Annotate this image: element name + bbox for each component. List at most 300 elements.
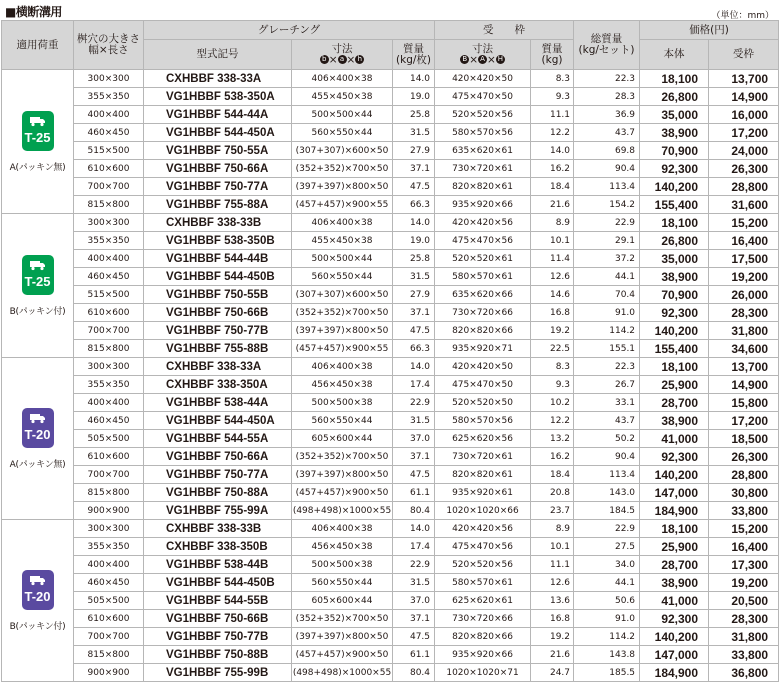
- total-mass-cell: 36.9: [574, 106, 640, 124]
- frame-mass-cell: 12.6: [531, 268, 574, 286]
- model-cell: VG1HBBF 538-44A: [144, 394, 292, 412]
- grating-mass-cell: 37.1: [393, 610, 435, 628]
- frame-mass-cell: 16.8: [531, 304, 574, 322]
- grating-dims-cell: (498+498)×1000×55: [292, 502, 393, 520]
- load-class-code: T-20: [24, 426, 51, 442]
- frame-dims-cell: 520×520×56: [435, 106, 531, 124]
- grating-dims-cell: 605×600×44: [292, 430, 393, 448]
- frame-mass-cell: 22.5: [531, 340, 574, 358]
- frame-mass-cell: 8.3: [531, 70, 574, 88]
- model-cell: CXHBBF 338-350B: [144, 538, 292, 556]
- price-frame-cell: 13,700: [709, 358, 779, 376]
- frame-dims-cell: 820×820×61: [435, 466, 531, 484]
- opening-cell: 610×600: [74, 448, 144, 466]
- price-frame-cell: 28,800: [709, 178, 779, 196]
- grating-dims-cell: 560×550×44: [292, 124, 393, 142]
- table-row: [2, 664, 779, 682]
- table-row: [2, 520, 779, 538]
- opening-cell: 400×400: [74, 250, 144, 268]
- price-body-cell: 18,100: [640, 70, 709, 88]
- grating-mass-cell: 25.8: [393, 250, 435, 268]
- price-body-cell: 92,300: [640, 304, 709, 322]
- grating-dims-cell: 406×400×38: [292, 214, 393, 232]
- price-body-cell: 184,900: [640, 664, 709, 682]
- grating-dims-cell: 560×550×44: [292, 574, 393, 592]
- table-row: [2, 394, 779, 412]
- table-row: [2, 106, 779, 124]
- frame-dims-cell: 935×920×61: [435, 484, 531, 502]
- grating-dims-cell: 500×500×44: [292, 250, 393, 268]
- price-body-cell: 26,800: [640, 232, 709, 250]
- model-cell: VG1HBBF 750-88B: [144, 646, 292, 664]
- header-mass-frame-label: 質量: [541, 42, 563, 55]
- total-mass-cell: 28.3: [574, 88, 640, 106]
- model-cell: VG1HBBF 755-88A: [144, 196, 292, 214]
- load-class-code: T-25: [24, 129, 51, 145]
- price-frame-cell: 17,200: [709, 412, 779, 430]
- price-frame-cell: 16,400: [709, 232, 779, 250]
- grating-mass-cell: 14.0: [393, 520, 435, 538]
- price-frame-cell: 26,300: [709, 160, 779, 178]
- opening-cell: 300×300: [74, 520, 144, 538]
- grating-dims-cell: 456×450×38: [292, 538, 393, 556]
- dim-A-icon: A: [478, 55, 487, 64]
- grating-dims-cell: 406×400×38: [292, 358, 393, 376]
- price-body-cell: 147,000: [640, 646, 709, 664]
- total-mass-cell: 50.2: [574, 430, 640, 448]
- dim-b-icon: b: [320, 55, 329, 64]
- table-row: [2, 214, 779, 232]
- frame-mass-cell: 13.2: [531, 430, 574, 448]
- price-body-cell: 26,800: [640, 88, 709, 106]
- total-mass-cell: 50.6: [574, 592, 640, 610]
- grating-mass-cell: 47.5: [393, 628, 435, 646]
- grating-mass-cell: 37.1: [393, 304, 435, 322]
- packing-type-note: A(パッキン無): [9, 162, 66, 173]
- frame-mass-cell: 8.9: [531, 214, 574, 232]
- table-row: [2, 268, 779, 286]
- frame-dims-cell: 475×470×50: [435, 88, 531, 106]
- total-mass-cell: 113.4: [574, 178, 640, 196]
- dim-B-icon: B: [460, 55, 469, 64]
- opening-cell: 355×350: [74, 376, 144, 394]
- grating-mass-cell: 31.5: [393, 124, 435, 142]
- total-mass-cell: 113.4: [574, 466, 640, 484]
- frame-dims-cell: 420×420×56: [435, 520, 531, 538]
- frame-dims-cell: 420×420×50: [435, 358, 531, 376]
- opening-cell: 400×400: [74, 106, 144, 124]
- price-frame-cell: 17,300: [709, 556, 779, 574]
- frame-dims-cell: 475×470×56: [435, 538, 531, 556]
- price-body-cell: 18,100: [640, 358, 709, 376]
- table-row: [2, 448, 779, 466]
- table-row: [2, 286, 779, 304]
- grating-mass-cell: 47.5: [393, 466, 435, 484]
- price-body-cell: 155,400: [640, 340, 709, 358]
- price-frame-cell: 14,900: [709, 88, 779, 106]
- frame-dims-cell: 820×820×61: [435, 178, 531, 196]
- table-row: [2, 502, 779, 520]
- price-body-cell: 18,100: [640, 214, 709, 232]
- model-cell: VG1HBBF 544-450B: [144, 268, 292, 286]
- total-mass-cell: 22.9: [574, 214, 640, 232]
- price-body-cell: 92,300: [640, 160, 709, 178]
- truck-icon: [30, 259, 46, 271]
- total-mass-cell: 155.1: [574, 340, 640, 358]
- load-class-cell: [2, 358, 74, 520]
- frame-mass-cell: 18.4: [531, 178, 574, 196]
- header-mass-frame-unit: (kg): [541, 53, 563, 66]
- model-cell: VG1HBBF 544-44B: [144, 250, 292, 268]
- opening-cell: 815×800: [74, 340, 144, 358]
- load-class-code: T-20: [24, 588, 51, 604]
- table-row: [2, 430, 779, 448]
- header-model: 型式記号: [144, 40, 292, 70]
- table-row: [2, 484, 779, 502]
- grating-mass-cell: 37.0: [393, 430, 435, 448]
- price-body-cell: 41,000: [640, 592, 709, 610]
- grating-dims-cell: 456×450×38: [292, 376, 393, 394]
- frame-dims-cell: 1020×1020×66: [435, 502, 531, 520]
- model-cell: VG1HBBF 750-66B: [144, 304, 292, 322]
- opening-cell: 355×350: [74, 88, 144, 106]
- frame-mass-cell: 16.8: [531, 610, 574, 628]
- frame-mass-cell: 8.3: [531, 358, 574, 376]
- total-mass-cell: 143.8: [574, 646, 640, 664]
- model-cell: CXHBBF 338-33B: [144, 520, 292, 538]
- grating-dims-cell: (498+498)×1000×55: [292, 664, 393, 682]
- frame-mass-cell: 20.8: [531, 484, 574, 502]
- header-dims-frame: 寸法 B × A × H: [435, 40, 531, 70]
- frame-dims-cell: 475×470×50: [435, 376, 531, 394]
- total-mass-cell: 69.8: [574, 142, 640, 160]
- table-row: [2, 358, 779, 376]
- page-title: ■横断溝用: [5, 5, 62, 19]
- table-row: [2, 88, 779, 106]
- price-frame-cell: 16,000: [709, 106, 779, 124]
- opening-cell: 400×400: [74, 394, 144, 412]
- model-cell: VG1HBBF 750-77B: [144, 322, 292, 340]
- total-mass-cell: 44.1: [574, 574, 640, 592]
- grating-mass-cell: 47.5: [393, 322, 435, 340]
- opening-cell: 460×450: [74, 268, 144, 286]
- total-mass-cell: 26.7: [574, 376, 640, 394]
- price-frame-cell: 28,800: [709, 466, 779, 484]
- frame-mass-cell: 16.2: [531, 448, 574, 466]
- grating-dims-cell: (397+397)×800×50: [292, 466, 393, 484]
- header-price-frame: 受枠: [709, 40, 779, 70]
- model-cell: VG1HBBF 750-66A: [144, 448, 292, 466]
- table-row: [2, 250, 779, 268]
- packing-type-note: B(パッキン付): [9, 306, 66, 317]
- frame-dims-cell: 730×720×61: [435, 448, 531, 466]
- price-frame-cell: 14,900: [709, 376, 779, 394]
- price-frame-cell: 17,500: [709, 250, 779, 268]
- price-frame-cell: 13,700: [709, 70, 779, 88]
- load-class-badge: [22, 408, 54, 448]
- price-frame-cell: 19,200: [709, 574, 779, 592]
- price-frame-cell: 17,200: [709, 124, 779, 142]
- opening-cell: 700×700: [74, 322, 144, 340]
- grating-dims-cell: 500×500×38: [292, 394, 393, 412]
- header-mass-grating-unit: (kg/枚): [396, 53, 431, 66]
- table-row: [2, 178, 779, 196]
- model-cell: CXHBBF 338-33A: [144, 70, 292, 88]
- price-frame-cell: 34,600: [709, 340, 779, 358]
- load-class-cell: [2, 520, 74, 682]
- model-cell: VG1HBBF 750-66A: [144, 160, 292, 178]
- grating-mass-cell: 22.9: [393, 394, 435, 412]
- frame-mass-cell: 14.0: [531, 142, 574, 160]
- frame-dims-cell: 935×920×66: [435, 646, 531, 664]
- price-body-cell: 92,300: [640, 610, 709, 628]
- price-body-cell: 18,100: [640, 520, 709, 538]
- frame-mass-cell: 10.2: [531, 394, 574, 412]
- price-frame-cell: 31,600: [709, 196, 779, 214]
- opening-cell: 700×700: [74, 466, 144, 484]
- table-row: [2, 466, 779, 484]
- frame-mass-cell: 23.7: [531, 502, 574, 520]
- total-mass-cell: 114.2: [574, 628, 640, 646]
- price-frame-cell: 24,000: [709, 142, 779, 160]
- total-mass-cell: 37.2: [574, 250, 640, 268]
- opening-cell: 815×800: [74, 484, 144, 502]
- total-mass-cell: 34.0: [574, 556, 640, 574]
- grating-mass-cell: 31.5: [393, 412, 435, 430]
- grating-mass-cell: 66.3: [393, 340, 435, 358]
- price-frame-cell: 18,500: [709, 430, 779, 448]
- grating-dims-cell: (307+307)×600×50: [292, 286, 393, 304]
- header-dims-grating: 寸法 b × a × h: [292, 40, 393, 70]
- packing-type-note: A(パッキン無): [9, 459, 66, 470]
- total-mass-cell: 43.7: [574, 412, 640, 430]
- price-frame-cell: 16,400: [709, 538, 779, 556]
- grating-dims-cell: (457+457)×900×55: [292, 196, 393, 214]
- header-mass-frame: [531, 40, 574, 70]
- frame-dims-cell: 625×620×61: [435, 592, 531, 610]
- frame-mass-cell: 11.4: [531, 250, 574, 268]
- total-mass-cell: 91.0: [574, 610, 640, 628]
- grating-mass-cell: 80.4: [393, 502, 435, 520]
- frame-dims-cell: 935×920×66: [435, 196, 531, 214]
- grating-dims-cell: (457+457)×900×50: [292, 484, 393, 502]
- price-table: [1, 20, 779, 682]
- model-cell: VG1HBBF 750-77B: [144, 628, 292, 646]
- opening-cell: 610×600: [74, 610, 144, 628]
- grating-dims-cell: (397+397)×800×50: [292, 628, 393, 646]
- grating-dims-cell: 560×550×44: [292, 412, 393, 430]
- total-mass-cell: 33.1: [574, 394, 640, 412]
- model-cell: VG1HBBF 544-450A: [144, 124, 292, 142]
- frame-dims-cell: 580×570×61: [435, 574, 531, 592]
- grating-mass-cell: 37.0: [393, 592, 435, 610]
- grating-mass-cell: 31.5: [393, 574, 435, 592]
- grating-dims-cell: (352+352)×700×50: [292, 304, 393, 322]
- model-cell: VG1HBBF 750-66B: [144, 610, 292, 628]
- price-body-cell: 35,000: [640, 250, 709, 268]
- price-frame-cell: 15,800: [709, 394, 779, 412]
- opening-cell: 700×700: [74, 178, 144, 196]
- price-body-cell: 28,700: [640, 394, 709, 412]
- price-body-cell: 38,900: [640, 412, 709, 430]
- load-class-cell: [2, 214, 74, 358]
- total-mass-cell: 184.5: [574, 502, 640, 520]
- frame-mass-cell: 11.1: [531, 556, 574, 574]
- header-frame: 受 枠: [435, 21, 574, 40]
- header-mass-grating: [393, 40, 435, 70]
- model-cell: VG1HBBF 538-44B: [144, 556, 292, 574]
- grating-dims-cell: 560×550×44: [292, 268, 393, 286]
- total-mass-cell: 114.2: [574, 322, 640, 340]
- frame-mass-cell: 9.3: [531, 88, 574, 106]
- grating-dims-cell: (457+457)×900×50: [292, 646, 393, 664]
- total-mass-cell: 22.9: [574, 520, 640, 538]
- table-row: [2, 646, 779, 664]
- grating-dims-cell: 500×500×38: [292, 556, 393, 574]
- grating-mass-cell: 25.8: [393, 106, 435, 124]
- price-body-cell: 70,900: [640, 142, 709, 160]
- table-row: [2, 610, 779, 628]
- table-row: [2, 538, 779, 556]
- table-row: [2, 160, 779, 178]
- opening-cell: 700×700: [74, 628, 144, 646]
- frame-mass-cell: 14.6: [531, 286, 574, 304]
- grating-dims-cell: 455×450×38: [292, 232, 393, 250]
- grating-dims-cell: (397+397)×800×50: [292, 322, 393, 340]
- total-mass-cell: 43.7: [574, 124, 640, 142]
- total-mass-cell: 22.3: [574, 70, 640, 88]
- opening-cell: 610×600: [74, 304, 144, 322]
- grating-dims-cell: 406×400×38: [292, 70, 393, 88]
- price-frame-cell: 26,000: [709, 286, 779, 304]
- frame-dims-cell: 580×570×56: [435, 412, 531, 430]
- opening-cell: 515×500: [74, 286, 144, 304]
- price-body-cell: 25,900: [640, 538, 709, 556]
- model-cell: VG1HBBF 544-55B: [144, 592, 292, 610]
- price-frame-cell: 19,200: [709, 268, 779, 286]
- load-class-code: T-25: [24, 273, 51, 289]
- frame-mass-cell: 8.9: [531, 520, 574, 538]
- frame-dims-cell: 520×520×50: [435, 394, 531, 412]
- model-cell: VG1HBBF 538-350A: [144, 88, 292, 106]
- price-body-cell: 155,400: [640, 196, 709, 214]
- load-class-badge: [22, 111, 54, 151]
- packing-type-note: B(パッキン付): [9, 621, 66, 632]
- grating-mass-cell: 61.1: [393, 646, 435, 664]
- header-total-mass-label: 総質量: [590, 33, 623, 45]
- frame-mass-cell: 9.3: [531, 376, 574, 394]
- table-row: [2, 412, 779, 430]
- opening-cell: 355×350: [74, 538, 144, 556]
- frame-dims-cell: 730×720×66: [435, 304, 531, 322]
- model-cell: VG1HBBF 750-77A: [144, 178, 292, 196]
- opening-cell: 460×450: [74, 124, 144, 142]
- frame-mass-cell: 21.6: [531, 196, 574, 214]
- total-mass-cell: 90.4: [574, 160, 640, 178]
- header-opening-line1: 桝穴の大きさ: [77, 33, 140, 45]
- grating-mass-cell: 27.9: [393, 286, 435, 304]
- grating-dims-cell: 605×600×44: [292, 592, 393, 610]
- header-grating: グレーチング: [144, 21, 435, 40]
- load-class-badge: [22, 255, 54, 295]
- total-mass-cell: 185.5: [574, 664, 640, 682]
- price-body-cell: 140,200: [640, 322, 709, 340]
- total-mass-cell: 22.3: [574, 358, 640, 376]
- table-row: [2, 124, 779, 142]
- table-row: [2, 556, 779, 574]
- header-total-mass-unit: (kg/セット): [578, 44, 635, 56]
- grating-mass-cell: 22.9: [393, 556, 435, 574]
- frame-dims-cell: 935×920×71: [435, 340, 531, 358]
- price-frame-cell: 31,800: [709, 322, 779, 340]
- opening-cell: 815×800: [74, 196, 144, 214]
- header-opening: [74, 21, 144, 70]
- opening-cell: 355×350: [74, 232, 144, 250]
- price-frame-cell: 30,800: [709, 484, 779, 502]
- opening-cell: 300×300: [74, 358, 144, 376]
- table-row: [2, 232, 779, 250]
- model-cell: VG1HBBF 750-88A: [144, 484, 292, 502]
- grating-mass-cell: 80.4: [393, 664, 435, 682]
- truck-icon: [30, 115, 46, 127]
- price-frame-cell: 33,800: [709, 646, 779, 664]
- grating-mass-cell: 61.1: [393, 484, 435, 502]
- load-class-cell: [2, 70, 74, 214]
- frame-dims-cell: 820×820×66: [435, 322, 531, 340]
- price-body-cell: 140,200: [640, 628, 709, 646]
- load-class-badge: [22, 570, 54, 610]
- price-body-cell: 35,000: [640, 106, 709, 124]
- grating-mass-cell: 27.9: [393, 142, 435, 160]
- truck-icon: [30, 412, 46, 424]
- truck-icon: [30, 574, 46, 586]
- price-body-cell: 25,900: [640, 376, 709, 394]
- grating-dims-cell: (397+397)×800×50: [292, 178, 393, 196]
- frame-dims-cell: 580×570×61: [435, 268, 531, 286]
- table-row: [2, 142, 779, 160]
- price-body-cell: 92,300: [640, 448, 709, 466]
- header-load: 適用荷重: [2, 21, 74, 70]
- total-mass-cell: 44.1: [574, 268, 640, 286]
- frame-dims-cell: 820×820×66: [435, 628, 531, 646]
- frame-mass-cell: 21.6: [531, 646, 574, 664]
- model-cell: VG1HBBF 755-99A: [144, 502, 292, 520]
- model-cell: VG1HBBF 755-99B: [144, 664, 292, 682]
- price-body-cell: 38,900: [640, 268, 709, 286]
- model-cell: VG1HBBF 750-77A: [144, 466, 292, 484]
- header-dims-label: 寸法: [331, 42, 353, 55]
- price-body-cell: 38,900: [640, 124, 709, 142]
- table-row: [2, 628, 779, 646]
- frame-mass-cell: 18.4: [531, 466, 574, 484]
- price-body-cell: 70,900: [640, 286, 709, 304]
- opening-cell: 300×300: [74, 70, 144, 88]
- frame-dims-cell: 520×520×56: [435, 556, 531, 574]
- frame-dims-cell: 1020×1020×71: [435, 664, 531, 682]
- header-mass-grating-label: 質量: [403, 42, 425, 55]
- frame-dims-cell: 580×570×56: [435, 124, 531, 142]
- total-mass-cell: 154.2: [574, 196, 640, 214]
- opening-cell: 460×450: [74, 574, 144, 592]
- model-cell: VG1HBBF 544-450B: [144, 574, 292, 592]
- frame-dims-cell: 520×520×61: [435, 250, 531, 268]
- price-body-cell: 38,900: [640, 574, 709, 592]
- grating-mass-cell: 37.1: [393, 160, 435, 178]
- opening-cell: 900×900: [74, 664, 144, 682]
- model-cell: VG1HBBF 538-350B: [144, 232, 292, 250]
- grating-mass-cell: 14.0: [393, 214, 435, 232]
- unit-note: （単位：mm）: [711, 11, 774, 21]
